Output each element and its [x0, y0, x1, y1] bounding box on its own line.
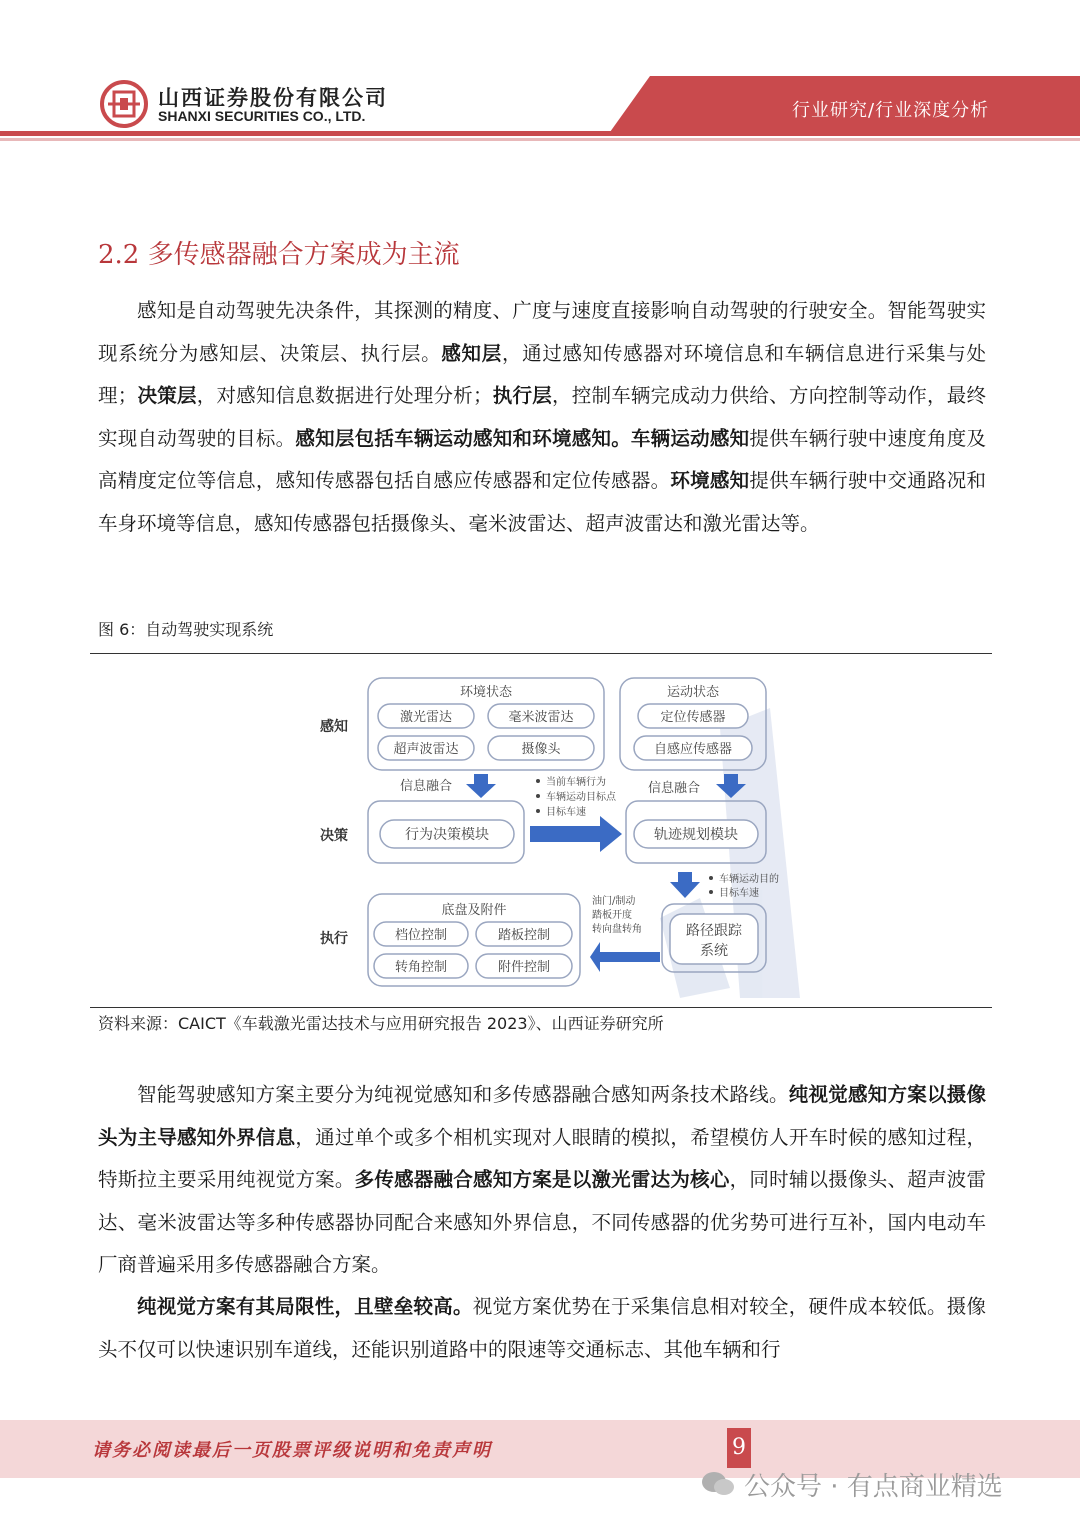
fusion-label-left: 信息融合: [400, 779, 453, 794]
page-header: [0, 0, 1080, 150]
env-state-title: 环境状态: [459, 685, 513, 700]
header-divider: [0, 131, 1080, 136]
figure-title: 图 6：自动驾驶实现系统: [98, 620, 274, 639]
row-label-perceive: 感知: [320, 719, 348, 735]
env-item-mmwave: 毫米波雷达: [508, 710, 574, 725]
chassis-item-steering: 转角控制: [394, 960, 448, 975]
env-item-lidar: 激光雷达: [399, 710, 453, 725]
page-number: 9: [727, 1428, 751, 1468]
fusion-label-right: 信息融合: [648, 781, 701, 796]
paragraph-solutions: 智能驾驶感知方案主要分为纯视觉感知和多传感器融合感知两条技术路线。纯视觉感知方案以摄像头为主导感知外界信息，通过单个或多个相机实现对人眼睛的模拟，希望模仿人开车时候的感知过程，特斯拉主要采用纯视觉方案。多传感器融合感知方案是以激光雷达为核心，同时辅以摄像头、超声波雷达、毫米波雷达等多种传感器协同配合来感知外界信息，不同传感器的优劣势可进行互补，国内电动车厂商普遍采用多传感器融合方案。: [98, 1083, 986, 1276]
company-name-cn: 山西证券股份有限公司: [158, 86, 388, 110]
wechat-icon: [700, 1470, 736, 1498]
control-note-2: 踏板开度: [592, 910, 632, 921]
company-name-en: SHANXI SECURITIES CO., LTD.: [158, 108, 366, 124]
chassis-item-pedal: 踏板控制: [497, 928, 551, 943]
section-title: 2.2 多传感器融合方案成为主流: [98, 240, 460, 270]
chassis-title: 底盘及附件: [441, 903, 507, 918]
control-note-3: 转向盘转角: [592, 924, 642, 935]
env-item-ultrasonic: 超声波雷达: [393, 742, 459, 757]
report-category: 行业研究/行业深度分析: [792, 100, 990, 121]
header-divider-light: [0, 138, 1080, 141]
mid-note-3: 目标车速: [546, 807, 586, 818]
right-note-1: 车辆运动目的: [719, 874, 779, 885]
paragraph-vision-limits: 纯视觉方案有其局限性，且壁垒较高。视觉方案优势在于采集信息相对较全，硬件成本较低。摄像头不仅可以快速识别车道线，还能识别道路中的限速等交通标志、其他车辆和行: [98, 1295, 986, 1361]
behavior-module: 行为决策模块: [405, 827, 489, 843]
watermark-text: 公众号 · 有点商业精选: [744, 1472, 1003, 1502]
right-note-2: 目标车速: [719, 888, 759, 899]
motion-item-positioning: 定位传感器: [660, 710, 726, 725]
figure-bottom-rule: [90, 1007, 992, 1008]
figure-top-rule: [90, 653, 992, 654]
chassis-item-accessory: 附件控制: [497, 960, 551, 975]
tracking-label-1: 路径跟踪: [686, 923, 742, 939]
autonomous-driving-diagram: [300, 668, 800, 998]
row-label-decide: 决策: [320, 828, 348, 844]
env-item-camera: 摄像头: [521, 742, 561, 757]
paragraph-perception: 感知是自动驾驶先决条件，其探测的精度、广度与速度直接影响自动驾驶的行驶安全。智能驾驶实现系统分为感知层、决策层、执行层。感知层，通过感知传感器对环境信息和车辆信息进行采集与处理；决策层，对感知信息数据进行处理分析；执行层，控制车辆完成动力供给、方向控制等动作，最终实现自动驾驶的目标。感知层包括车辆运动感知和环境感知。车辆运动感知提供车辆行驶中速度角度及高精度定位等信息，感知传感器包括自感应传感器和定位传感器。环境感知提供车辆行驶中交通路况和车身环境等信息，感知传感器包括摄像头、毫米波雷达、超声波雷达和激光雷达等。: [98, 299, 986, 535]
row-label-execute: 执行: [320, 931, 348, 947]
trajectory-module: 轨迹规划模块: [654, 827, 738, 843]
motion-item-self-sensing: 自感应传感器: [653, 742, 733, 757]
chassis-item-gear: 档位控制: [394, 928, 448, 943]
control-note-1: 油门/制动: [592, 896, 636, 907]
motion-state-title: 运动状态: [666, 685, 720, 700]
arrow-down-left: [466, 774, 496, 798]
company-logo-icon: [100, 80, 148, 128]
arrow-right: [530, 816, 622, 852]
tracking-label-2: 系统: [700, 943, 728, 959]
arrow-left: [590, 942, 660, 972]
arrow-down-tracking: [670, 872, 700, 898]
figure-source: 资料来源：CAICT《车载激光雷达技术与应用研究报告 2023》、山西证券研究所: [98, 1014, 664, 1033]
mid-note-1: 当前车辆行为: [546, 777, 606, 788]
mid-note-2: 车辆运动目标点: [546, 792, 616, 803]
disclaimer-notice: 请务必阅读最后一页股票评级说明和免责声明: [92, 1440, 492, 1461]
